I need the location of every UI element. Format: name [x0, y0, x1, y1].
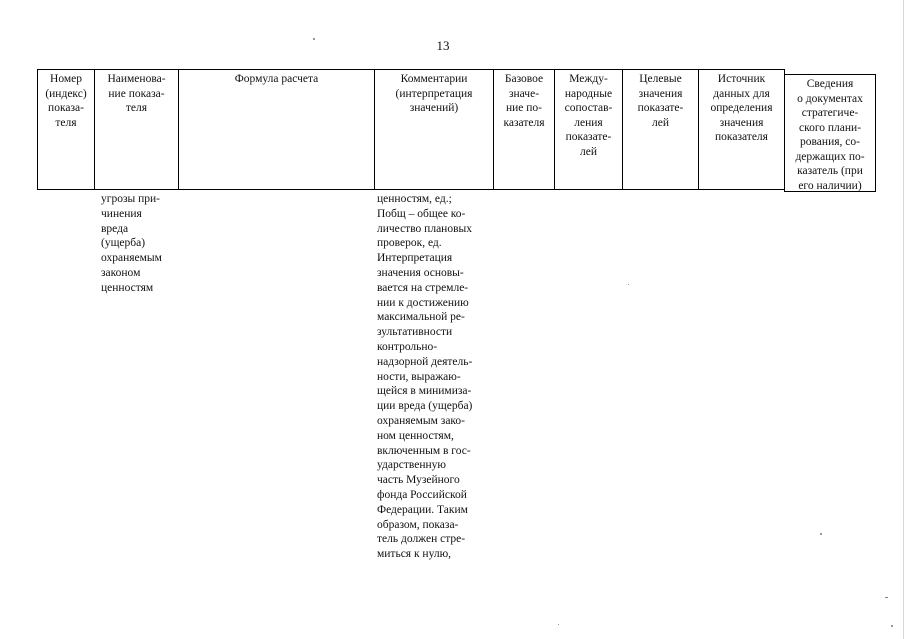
- scan-speck: [820, 533, 822, 535]
- header-strategic-docs: Сведения о документах стратегиче- ского плани- рования, со- держащих по- казатель (при его наличии): [784, 74, 876, 192]
- table-header: [37, 69, 876, 192]
- header-formula: Формула расчета: [178, 69, 375, 190]
- page-number: 13: [436, 38, 450, 53]
- scan-speck: [628, 284, 629, 285]
- scan-speck: [558, 624, 559, 625]
- comment-continuation: ценностям, ед.; Побщ – общее ко- личество плановых проверок, ед. Интерпретация значения основы- вается на стремле- нии к достижению максимальной ре- зультативности контрольно- надзорной деятель- ности, выражаю- щейся в минимиза- ции вреда (ущерба) охраняемым зако- ном ценностям, включенным в гос- ударственную часть Музейного фонда Российской Федерации. Таким образом, показа- тель должен стре- миться к нулю,: [377, 193, 473, 561]
- scan-speck: [313, 38, 315, 40]
- header-target-values: Целевые значения показате- лей: [622, 69, 699, 190]
- indicator-name-continuation: угрозы при- чинения вреда (ущерба) охраняемым законом ценностям: [101, 193, 162, 294]
- header-international: Между- народные сопостав- ления показате- лей: [554, 69, 623, 190]
- header-base-value: Базовое значе- ние по- казателя: [493, 69, 555, 190]
- scan-edge-line: [903, 0, 904, 639]
- header-name: Наименова- ние показа- теля: [94, 69, 179, 190]
- scan-speck: [891, 625, 893, 627]
- header-data-source: Источник данных для определения значения показателя: [698, 69, 785, 190]
- header-comments: Комментарии (интерпретация значений): [374, 69, 494, 190]
- header-index: Номер (индекс) показа- теля: [37, 69, 95, 190]
- scan-speck: [885, 597, 888, 598]
